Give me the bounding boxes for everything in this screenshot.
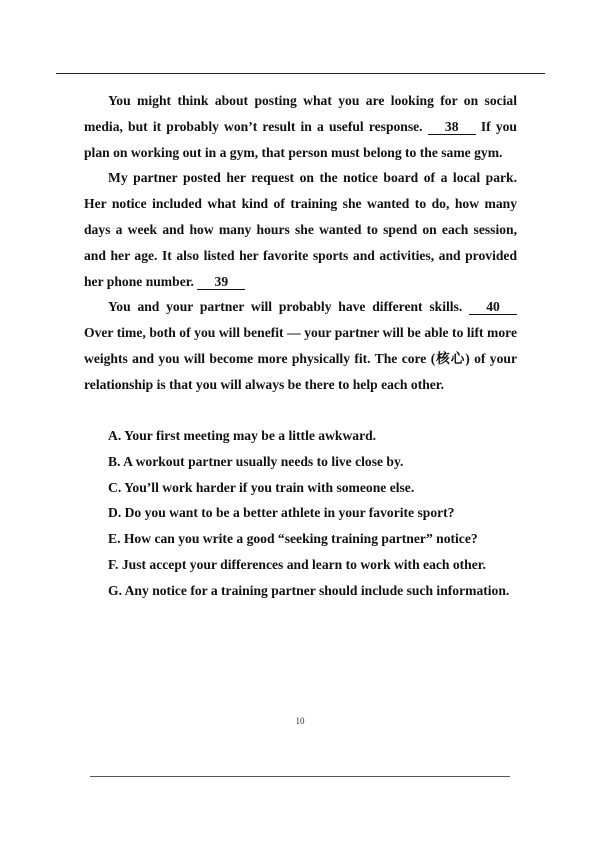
option-a: A. Your first meeting may be a little awkward.	[108, 428, 377, 443]
option-d: D. Do you want to be a better athlete in your favorite sport?	[108, 505, 455, 521]
page-number: 10	[295, 716, 305, 726]
blank-38: 38	[428, 119, 476, 135]
option-e: E. How can you write a good “seeking training partner” notice?	[108, 531, 478, 547]
paragraph-1-text-after: If you plan on working out in a gym, that person must belong to the same gym.	[84, 118, 517, 160]
passage	[84, 88, 517, 398]
top-rule	[56, 73, 545, 74]
blank-39: 39	[197, 274, 245, 290]
option-c: C. You’ll work harder if you train with someone else.	[108, 479, 415, 495]
paragraph-1	[84, 88, 517, 165]
paragraph-2-text-before: My partner posted her request on the notice board of a local park. Her notice included what kind of training she wanted to do, how many days a week and how many hours she wanted to spend on each session, and her age. It also listed her favorite sports and activities, and provided her phone number.	[84, 170, 517, 289]
paragraph-3-text-after: Over time, both of you will benefit — your partner will be able to lift more weights and you will become more physically fit. The core (核心) of your relationship is that you will always be there to help each other.	[84, 325, 517, 392]
option-b: B. A workout partner usually needs to live close by.	[108, 453, 404, 469]
bottom-rule	[90, 776, 510, 777]
answer-options	[108, 423, 528, 604]
blank-40: 40	[469, 299, 517, 315]
option-f: F. Just accept your differences and learn to work with each other.	[108, 556, 486, 572]
paragraph-3	[84, 294, 517, 397]
paragraph-1-text-before: You might think about posting what you are looking for on social media, but it probably won’t result in a useful response.	[84, 93, 517, 134]
option-g: G. Any notice for a training partner should include such information.	[108, 582, 510, 598]
paragraph-3-text-before: You and your partner will probably have different skills.	[108, 299, 463, 315]
paragraph-2	[84, 165, 517, 294]
